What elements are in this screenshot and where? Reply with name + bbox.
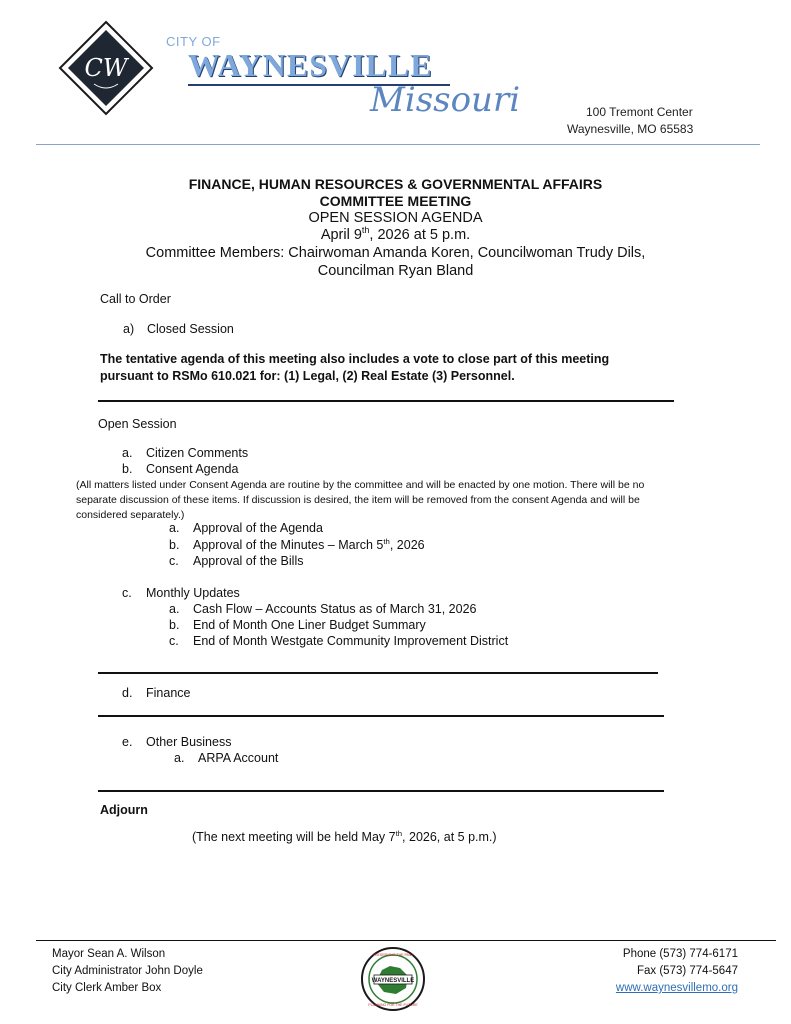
city-logo	[58, 20, 154, 116]
agenda-type: OPEN SESSION AGENDA	[308, 210, 483, 226]
approval-of-minutes: Approval of the Minutes – March 5th, 2026	[193, 536, 425, 552]
arpa-account: ARPA Account	[198, 751, 279, 765]
item-e-marker: e.	[122, 735, 133, 749]
seal-name: WAYNESVILLE	[371, 978, 415, 984]
monthly-sub-a-marker: a.	[169, 602, 180, 616]
citizen-comments: Citizen Comments	[146, 446, 249, 460]
item-b-marker: b.	[122, 462, 133, 476]
approval-of-agenda: Approval of the Agenda	[193, 521, 323, 535]
item-c-marker: c.	[122, 586, 132, 600]
consent-sub-c-marker: c.	[169, 554, 179, 568]
footer-administrator: City Administrator John Doyle	[52, 965, 203, 977]
footer-website-link[interactable]: www.waynesvillemo.org	[615, 982, 738, 994]
westgate-cid: End of Month Westgate Community Improvement District	[193, 634, 509, 648]
committee-members: Committee Members: Chairwoman Amanda Koren, Councilwoman Trudy Dils,	[145, 245, 646, 261]
closed-notice-line-1: The tentative agenda of this meeting also includes a vote to close part of this meeting	[100, 352, 610, 366]
section-divider-3	[98, 715, 664, 717]
budget-summary: End of Month One Liner Budget Summary	[193, 618, 426, 632]
footer-phone: Phone (573) 774-6171	[622, 948, 738, 960]
city-seal	[360, 946, 426, 1012]
finance: Finance	[146, 686, 191, 700]
other-business: Other Business	[146, 735, 232, 749]
address-line-2: Waynesville, MO 65583	[567, 122, 694, 136]
header-divider	[36, 144, 760, 145]
closed-session: Closed Session	[147, 322, 234, 336]
address-line-1: 100 Tremont Center	[586, 105, 693, 119]
footer-clerk: City Clerk Amber Box	[52, 982, 162, 994]
item-a-marker: a.	[122, 446, 133, 460]
next-meeting: (The next meeting will be held May 7th, 2026, at 5 p.m.)	[192, 828, 497, 844]
committee-members-cont: Councilman Ryan Bland	[317, 263, 474, 279]
cash-flow: Cash Flow – Accounts Status as of March 31, 2026	[193, 602, 477, 616]
city-of-label: CITY OF	[166, 34, 221, 49]
section-divider-2	[98, 672, 658, 674]
monthly-sub-b-marker: b.	[169, 618, 180, 632]
monthly-sub-c-marker: c.	[169, 634, 179, 648]
section-divider-4	[98, 790, 664, 792]
footer-mayor: Mayor Sean A. Wilson	[52, 948, 166, 960]
meeting-label: COMMITTEE MEETING	[319, 193, 472, 209]
consent-agenda: Consent Agenda	[146, 462, 239, 476]
seal-bottom-text: PLANNING FOR THE FUTURE	[368, 1003, 418, 1007]
city-name: WAYNESVILLE	[188, 47, 433, 83]
closed-notice-line-2: pursuant to RSMo 610.021 for: (1) Legal, (2) Real Estate (3) Personnel.	[100, 369, 515, 383]
committee-title: FINANCE, HUMAN RESOURCES & GOVERNMENTAL AFFAIRS	[188, 176, 603, 192]
other-sub-a-marker: a.	[174, 751, 185, 765]
consent-sub-b-marker: b.	[169, 538, 180, 552]
adjourn: Adjourn	[100, 803, 148, 817]
approval-of-bills: Approval of the Bills	[193, 554, 304, 568]
monthly-updates: Monthly Updates	[146, 586, 240, 600]
item-d-marker: d.	[122, 686, 133, 700]
closed-session-marker: a)	[123, 322, 135, 336]
state-name: Missouri	[370, 80, 521, 120]
meeting-date: April 9th, 2026 at 5 p.m.	[320, 225, 471, 243]
consent-note: (All matters listed under Consent Agenda are routine by the committee and will be enacted by one motion. There will be no separate discussion of these items. If discussion is desired, the item will be removed from the consent Agenda and will be considered separately.)	[76, 479, 645, 521]
seal-top-text: PRESERVING THE PAST	[372, 953, 414, 957]
section-divider-1	[98, 400, 674, 402]
footer-divider	[36, 940, 776, 941]
open-session: Open Session	[98, 417, 177, 431]
call-to-order: Call to Order	[100, 292, 171, 306]
consent-sub-a-marker: a.	[169, 521, 180, 535]
footer-fax: Fax (573) 774-5647	[636, 965, 738, 977]
logo-monogram: CW	[84, 54, 128, 82]
